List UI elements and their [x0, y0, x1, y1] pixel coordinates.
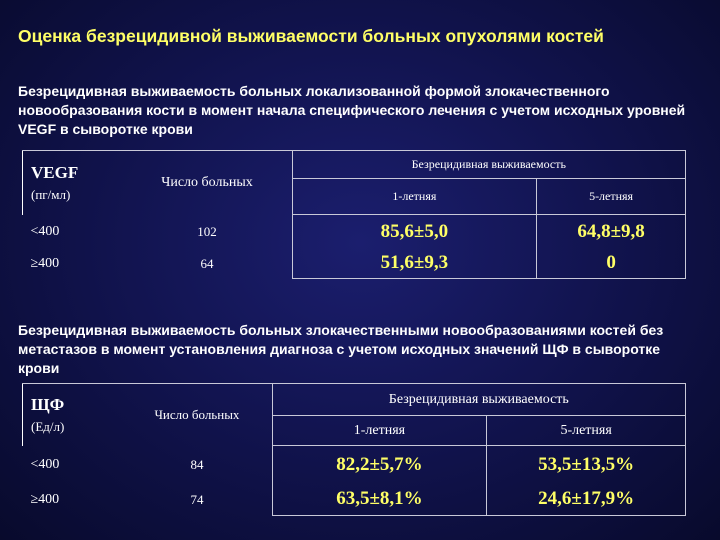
row-count: 84	[190, 456, 204, 472]
table-row	[23, 249, 686, 279]
row-year5-value: 0	[537, 249, 686, 279]
year1-header: 1-летняя	[292, 179, 537, 215]
marker-unit: (пг/мл)	[31, 186, 71, 202]
table-row	[23, 215, 686, 249]
slide-title: Оценка безрецидивной выживаемости больных опухолями костей	[18, 26, 604, 46]
row-count: 74	[190, 491, 204, 507]
row-year1-value: 51,6±9,3	[292, 249, 537, 279]
survival-header: Безрецидивная выживаемость	[292, 151, 685, 179]
row-year1-value: 63,5±8,1%	[272, 484, 487, 516]
section1-subtitle: Безрецидивная выживаемость больных локализованной формой злокачественного новообразования кости в момент начала специфического лечения с учетом исходных уровней VEGF в сыворотке крови	[18, 83, 686, 137]
section2-subtitle: Безрецидивная выживаемость больных злокачественными новообразованиями костей без метастазов в момент установления диагноза с учетом исходных значений ЩФ в сыворотке крови	[18, 322, 664, 376]
year5-header: 5-летняя	[487, 416, 686, 446]
year5-header: 5-летняя	[537, 179, 686, 215]
count-header: Число больных	[122, 384, 272, 446]
survival-header: Безрецидивная выживаемость	[272, 384, 685, 416]
row-label: <400	[30, 223, 60, 239]
marker-unit: (Ед/л)	[31, 418, 65, 434]
row-label: <400	[30, 456, 60, 472]
vegf-survival-table	[22, 150, 686, 279]
row-year5-value: 24,6±17,9%	[487, 484, 686, 516]
row-count: 102	[197, 223, 217, 239]
table-row	[23, 446, 686, 484]
count-header: Число больных	[122, 151, 292, 215]
row-year5-value: 64,8±9,8	[537, 215, 686, 249]
marker-name: ЩФ	[31, 394, 65, 414]
marker-header-cell	[23, 151, 123, 215]
row-year5-value: 53,5±13,5%	[487, 446, 686, 484]
marker-header-cell	[23, 384, 123, 446]
row-year1-value: 82,2±5,7%	[272, 446, 487, 484]
year1-header: 1-летняя	[272, 416, 487, 446]
row-count: 64	[200, 255, 214, 271]
row-label: ≥400	[30, 255, 60, 271]
alp-survival-table	[22, 383, 686, 516]
table-row	[23, 484, 686, 516]
row-year1-value: 85,6±5,0	[292, 215, 537, 249]
row-label: ≥400	[30, 491, 60, 507]
marker-name: VEGF	[31, 162, 79, 182]
